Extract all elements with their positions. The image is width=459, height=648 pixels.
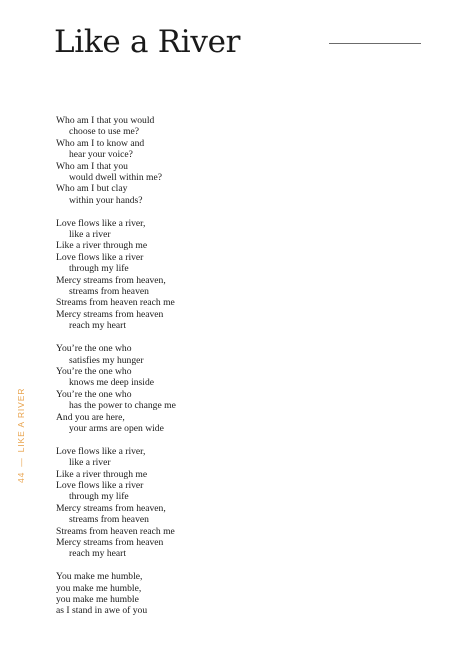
side-label: [16, 388, 26, 483]
lyrics: [56, 115, 356, 628]
lyric-line: satisfies my hunger: [69, 354, 144, 366]
lyric-line: Streams from heaven reach me: [56, 297, 175, 309]
stanza: [56, 343, 356, 434]
stanza: [56, 218, 356, 332]
lyric-line: Who am I that you: [56, 160, 128, 172]
lyric-line: Like a river through me: [56, 468, 148, 480]
lyric-line: as I stand in awe of you: [56, 605, 148, 617]
lyric-line: You’re the one who: [56, 388, 132, 400]
lyric-line: Like a river through me: [56, 240, 148, 252]
lyric-line: Mercy streams from heaven: [56, 536, 164, 548]
lyric-line: reach my heart: [69, 548, 126, 560]
lyric-line: Mercy streams from heaven: [56, 308, 164, 320]
title-rule: [329, 43, 421, 44]
lyric-line: You’re the one who: [56, 343, 132, 355]
section-name: LIKE A RIVER: [16, 387, 26, 453]
lyric-line: through my life: [69, 491, 129, 503]
lyric-line: streams from heaven: [69, 286, 149, 298]
lyric-line: Who am I that you would: [56, 115, 155, 126]
lyric-line: Mercy streams from heaven,: [56, 502, 166, 514]
lyric-line: like a river: [69, 229, 111, 241]
lyric-line: has the power to change me: [69, 400, 176, 412]
stanza: [56, 571, 356, 617]
lyric-line: choose to use me?: [69, 126, 140, 138]
lyric-line: Streams from heaven reach me: [56, 525, 175, 537]
lyric-line: Who am I to know and: [56, 137, 145, 149]
lyric-line: hear your voice?: [69, 149, 133, 161]
stanza: [56, 446, 356, 560]
lyric-line: reach my heart: [69, 320, 126, 332]
lyric-line: You’re the one who: [56, 365, 132, 377]
lyric-line: you make me humble: [56, 594, 139, 605]
stanza: [56, 115, 356, 206]
lyric-line: would dwell within me?: [69, 172, 162, 184]
lyric-line: Love flows like a river,: [56, 445, 146, 457]
lyric-line: knows me deep inside: [69, 377, 154, 389]
lyric-line: within your hands?: [69, 194, 143, 206]
lyric-line: your arms are open wide: [69, 422, 164, 434]
page-title: Like a River: [54, 24, 241, 60]
side-label-separator: —: [16, 457, 26, 467]
lyric-line: Love flows like a river: [56, 479, 144, 491]
lyric-line: Who am I but clay: [56, 183, 128, 195]
lyric-line: Mercy streams from heaven,: [56, 274, 166, 286]
lyric-line: And you are here,: [56, 411, 125, 423]
page-number: 44: [16, 471, 26, 483]
lyric-line: Love flows like a river: [56, 251, 144, 263]
lyric-line: you make me humble,: [56, 582, 142, 594]
lyric-line: Love flows like a river,: [56, 217, 146, 229]
lyric-line: You make me humble,: [56, 571, 143, 583]
lyric-line: through my life: [69, 263, 129, 275]
lyric-line: streams from heaven: [69, 514, 149, 526]
lyric-line: like a river: [69, 457, 111, 469]
